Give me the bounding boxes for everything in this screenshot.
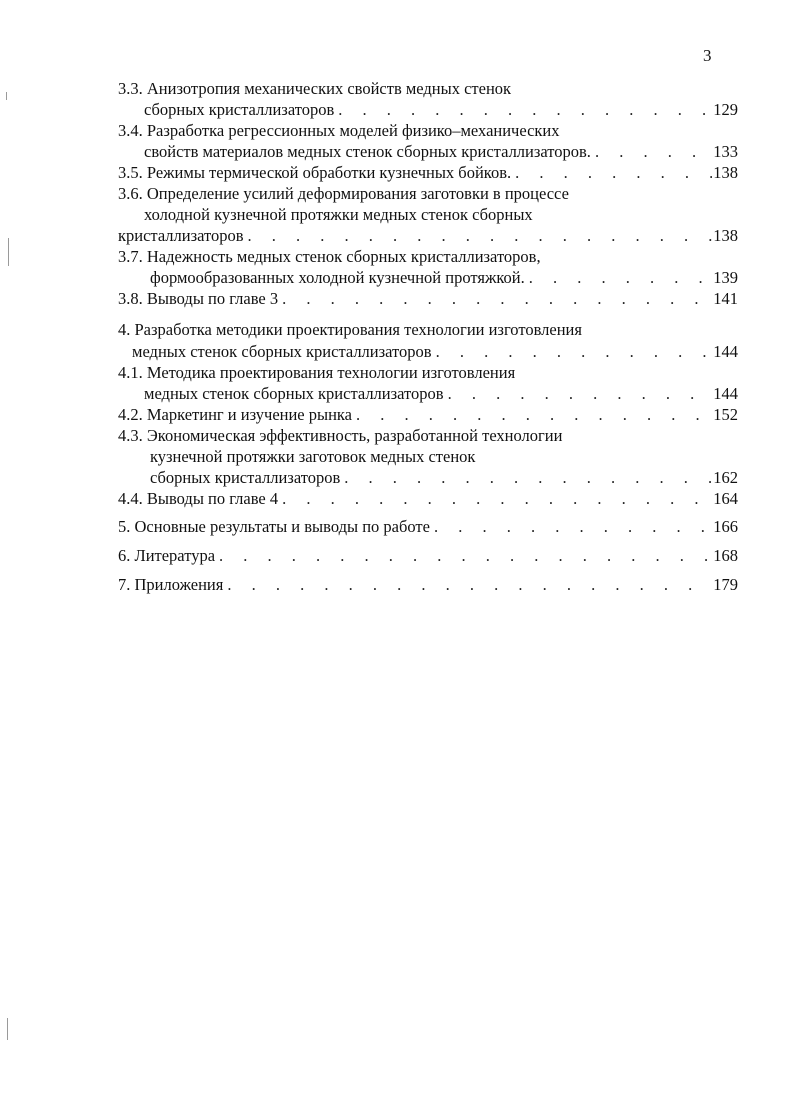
toc-entry-4-1-line-1: [118, 362, 738, 384]
toc-entry-3-7: [150, 267, 738, 289]
dot-leader: [511, 162, 712, 184]
toc-entry-3-4-line-1: [118, 120, 738, 142]
toc-page: 164: [713, 489, 738, 508]
toc-page: 179: [713, 575, 738, 594]
dot-leader: [340, 467, 712, 489]
toc-entry-6: [118, 545, 738, 567]
toc-text: 4.1. Методика проектирования технологии изготовления: [118, 363, 516, 382]
toc-text: 3.5. Режимы термической обработки кузнечных бойков.: [118, 163, 512, 182]
toc-entry-3-6-line-1: [118, 183, 738, 205]
toc-page: 168: [713, 546, 738, 565]
scan-mark: [8, 238, 9, 266]
toc-page: 138: [713, 163, 738, 182]
toc-text: 3.7. Надежность медных стенок сборных кристаллизаторов,: [118, 247, 541, 266]
toc-page: 162: [713, 468, 738, 487]
dot-leader: [278, 488, 712, 510]
toc-entry-5: [118, 516, 738, 538]
toc-page: 144: [713, 342, 738, 361]
toc-text: 4. Разработка методики проектирования технологии изготовления: [118, 320, 582, 339]
scan-mark: [6, 92, 7, 100]
toc-page: 152: [713, 405, 738, 424]
toc-text: 4.3. Экономическая эффективность, разработанной технологии: [118, 426, 563, 445]
toc-entry-4-3-line-2: [150, 446, 738, 468]
toc-entry-3-6-line-2: [144, 204, 738, 226]
toc-text: сборных кристаллизаторов: [150, 468, 341, 487]
toc-text: 6. Литература: [118, 546, 216, 565]
toc-text: холодной кузнечной протяжки медных стенок сборных: [144, 205, 533, 224]
dot-leader: [525, 267, 712, 289]
toc-page: 138: [713, 226, 738, 245]
toc-entry-4-1: [144, 383, 738, 405]
toc-text: 7. Приложения: [118, 575, 224, 594]
toc-text: формообразованных холодной кузнечной протяжкой.: [150, 268, 525, 287]
page-number: 3: [703, 46, 712, 65]
toc-text: 3.8. Выводы по главе 3: [118, 289, 279, 308]
toc-entry-3-7-line-1: [118, 246, 738, 268]
scan-mark: [7, 1018, 8, 1040]
toc-entry-3-8: [118, 288, 738, 310]
dot-leader: [352, 404, 712, 426]
toc-text: кристаллизаторов: [118, 226, 244, 245]
toc-entry-3-6: [118, 225, 738, 247]
toc-page: 129: [713, 100, 738, 119]
toc-text: медных стенок сборных кристаллизаторов: [132, 342, 432, 361]
toc-text: кузнечной протяжки заготовок медных стенок: [150, 447, 476, 466]
toc-entry-3-3: [144, 99, 738, 121]
toc-entry-3-5: [118, 162, 738, 184]
toc-page: 141: [713, 289, 738, 308]
toc-page: 166: [713, 517, 738, 536]
toc-entry-3-3-line-1: [118, 78, 738, 100]
dot-leader: [334, 99, 712, 121]
toc-text: 4.2. Маркетинг и изучение рынка: [118, 405, 353, 424]
dot-leader: [444, 383, 712, 405]
toc-entry-4-3: [150, 467, 738, 489]
dot-leader: [244, 225, 712, 247]
dot-leader: [215, 545, 712, 567]
toc-entry-4-line-1: [118, 319, 738, 341]
toc-entry-4: [132, 341, 738, 363]
toc-entry-4-2: [118, 404, 738, 426]
toc-entry-3-4: [144, 141, 738, 163]
dot-leader: [223, 574, 712, 596]
toc-page: 133: [713, 142, 738, 161]
toc-text: 5. Основные результаты и выводы по работе: [118, 517, 430, 536]
toc-entry-7: [118, 574, 738, 596]
dot-leader: [432, 341, 712, 363]
toc-text: 3.3. Анизотропия механических свойств медных стенок: [118, 79, 512, 98]
toc-page: 139: [713, 268, 738, 287]
toc-text: 4.4. Выводы по главе 4: [118, 489, 279, 508]
dot-leader: [430, 516, 712, 538]
dot-leader: [278, 288, 712, 310]
toc-entry-4-4: [118, 488, 738, 510]
toc-text: сборных кристаллизаторов: [144, 100, 335, 119]
toc-text: 3.4. Разработка регрессионных моделей физико–механических: [118, 121, 560, 140]
toc-entry-4-3-line-1: [118, 425, 738, 447]
dot-leader: [591, 141, 712, 163]
toc-text: свойств материалов медных стенок сборных кристаллизаторов.: [144, 142, 591, 161]
toc-page: 144: [713, 384, 738, 403]
toc-text: медных стенок сборных кристаллизаторов: [144, 384, 444, 403]
toc-text: 3.6. Определение усилий деформирования заготовки в процессе: [118, 184, 569, 203]
